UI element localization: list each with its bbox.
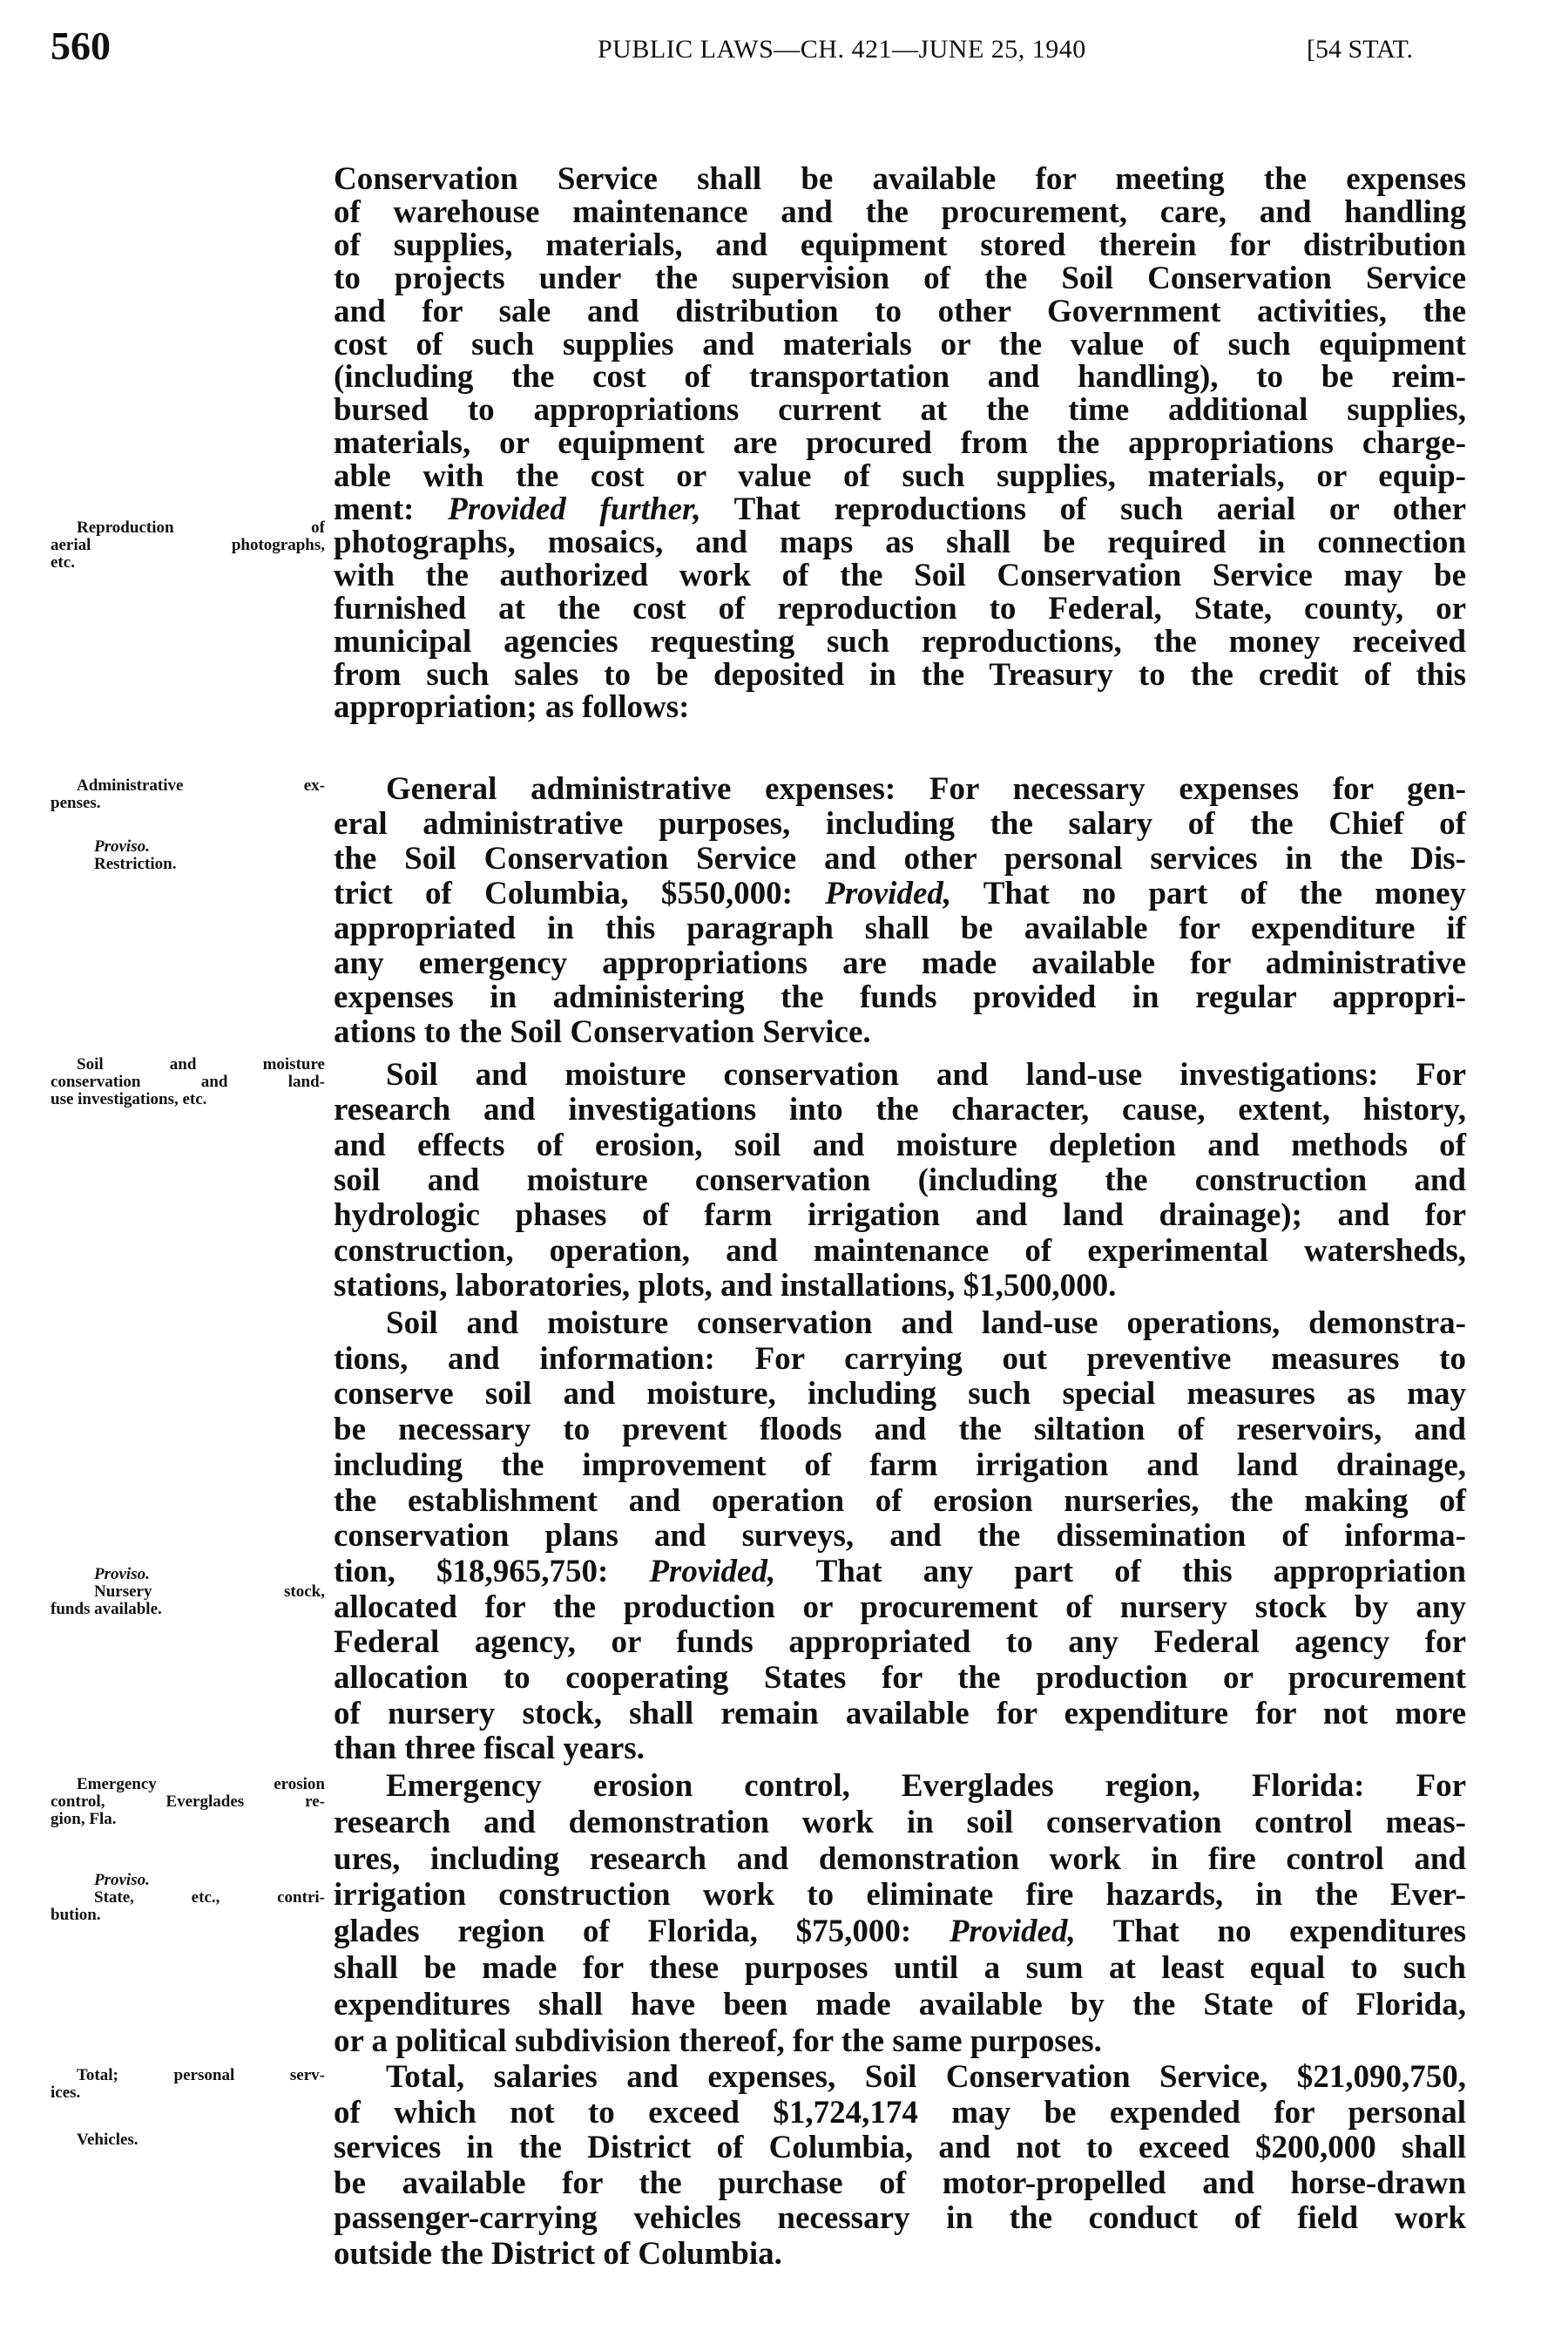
statute-reference: [54 STAT. (1307, 35, 1414, 64)
margin-note (51, 519, 325, 572)
margin-note-line: ices. (51, 2083, 81, 2102)
proviso-label: Proviso. (94, 837, 150, 856)
margin-note-line: conservation and land- (51, 1073, 325, 1091)
margin-note-line: Soil and moisture (77, 1055, 325, 1074)
text-segment: That no expenditures (1075, 1914, 1467, 1950)
margin-note (51, 838, 325, 873)
margin-note-line: Restriction. (94, 855, 177, 873)
text-segment: ment: (334, 491, 449, 527)
margin-note (51, 2067, 325, 2102)
text-segment: glades region of Florida, $75,000: (334, 1914, 950, 1950)
margin-note (51, 777, 325, 812)
margin-note-line: bution. (51, 1906, 101, 1924)
margin-note (51, 1056, 325, 1108)
text-segment: That no part of the money (951, 875, 1467, 911)
text-segment: tion, $18,965,750: (334, 1553, 650, 1589)
margin-note-line: Total; personal serv- (77, 2066, 325, 2084)
margin-note-line: funds available. (51, 1600, 162, 1618)
margin-note-line: aerial photographs, (51, 536, 325, 554)
italic-term: Provided, (649, 1553, 776, 1589)
margin-note (51, 1776, 325, 1828)
running-header-title: PUBLIC LAWS—CH. 421—JUNE 25, 1940 (598, 35, 1086, 64)
text-segment: That reproductions of such aerial or other (700, 491, 1466, 527)
margin-note-line: penses. (51, 794, 101, 812)
italic-term: Provided, (949, 1914, 1076, 1950)
margin-note-line: Emergency erosion (77, 1775, 325, 1793)
margin-note-line: etc. (51, 553, 75, 572)
text-segment: That any part of this appropriation (775, 1553, 1467, 1589)
margin-note (51, 1566, 325, 1618)
margin-note-line: State, etc., contri- (94, 1888, 325, 1907)
italic-term: Provided further, (448, 491, 701, 527)
proviso-label: Proviso. (94, 1871, 150, 1889)
margin-note-line: use investigations, etc. (51, 1090, 207, 1108)
text-segment: trict of Columbia, $550,000: (334, 875, 826, 911)
page-number: 560 (51, 24, 111, 68)
margin-note-line: Reproduction of (77, 518, 325, 537)
margin-note-line: Nursery stock, (94, 1582, 325, 1601)
margin-note-line: Vehicles. (77, 2131, 139, 2149)
margin-note-line: Administrative ex- (77, 776, 325, 795)
margin-note-line: gion, Fla. (51, 1810, 117, 1828)
proviso-label: Proviso. (94, 1565, 150, 1583)
margin-note (51, 1872, 325, 1924)
margin-note (51, 2131, 325, 2149)
italic-term: Provided, (825, 875, 952, 911)
margin-note-line: control, Everglades re- (51, 1792, 325, 1811)
